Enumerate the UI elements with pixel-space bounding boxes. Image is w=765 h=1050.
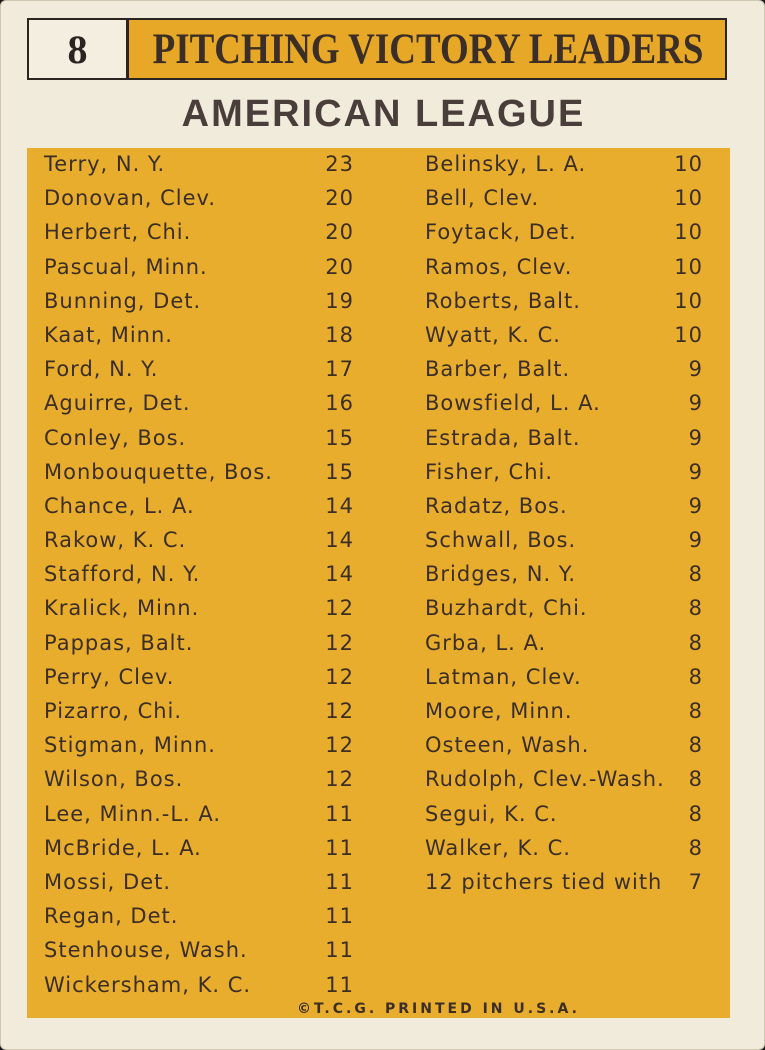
leader-row [44, 970, 354, 1004]
leader-row [44, 559, 354, 593]
win-count: 8 [688, 596, 703, 621]
leader-row [425, 183, 703, 217]
pitcher-name: Rakow, K. C. [44, 528, 187, 553]
leader-row [44, 525, 354, 559]
leader-row [44, 217, 354, 251]
leader-row [44, 730, 354, 764]
pitcher-name: Kralick, Minn. [44, 596, 200, 621]
leader-row [425, 662, 703, 696]
leader-row [425, 491, 703, 525]
leader-row [425, 423, 703, 457]
leader-row [425, 799, 703, 833]
win-count: 15 [325, 459, 354, 484]
pitcher-name: Conley, Bos. [44, 425, 187, 450]
leader-row [425, 217, 703, 251]
leader-row [44, 388, 354, 422]
leader-row [44, 764, 354, 798]
pitcher-name: Donovan, Clev. [44, 186, 217, 211]
pitcher-name: Bridges, N. Y. [425, 562, 577, 587]
pitcher-name: Lee, Minn.-L. A. [44, 801, 222, 826]
pitcher-name: Regan, Det. [44, 904, 179, 929]
leader-row [44, 662, 354, 696]
win-count: 9 [688, 425, 703, 450]
win-count: 10 [674, 322, 703, 347]
win-count: 16 [325, 391, 354, 416]
win-count: 9 [688, 357, 703, 382]
pitcher-name: Fisher, Chi. [425, 459, 554, 484]
win-count: 11 [325, 835, 354, 860]
win-count: 10 [674, 220, 703, 245]
pitcher-name: Stigman, Minn. [44, 733, 216, 758]
pitcher-name: Barber, Balt. [425, 357, 571, 382]
leader-row [425, 593, 703, 627]
leader-row [44, 799, 354, 833]
leader-row [44, 593, 354, 627]
win-count: 15 [325, 425, 354, 450]
pitcher-name: Chance, L. A. [44, 493, 195, 518]
win-count: 12 [325, 733, 354, 758]
pitcher-name: Aguirre, Det. [44, 391, 191, 416]
win-count: 14 [325, 562, 354, 587]
win-count: 10 [674, 152, 703, 176]
pitcher-name: 12 pitchers tied with [425, 869, 663, 894]
pitcher-name: Walker, K. C. [425, 835, 571, 860]
copyright-footer: ©T.C.G. PRINTED IN U.S.A. [297, 1001, 580, 1017]
pitcher-name: Stenhouse, Wash. [44, 938, 248, 963]
win-count: 9 [688, 459, 703, 484]
win-count: 14 [325, 493, 354, 518]
win-count: 9 [688, 493, 703, 518]
pitcher-name: Moore, Minn. [425, 699, 573, 723]
pitcher-name: Buzhardt, Chi. [425, 596, 588, 621]
leader-row [425, 320, 703, 354]
pitcher-name: Terry, N. Y. [44, 152, 166, 176]
pitcher-name: Latman, Clev. [425, 664, 582, 689]
win-count: 11 [325, 869, 354, 894]
pitcher-name: Wilson, Bos. [44, 767, 184, 792]
leader-row [44, 183, 354, 217]
leader-row [425, 559, 703, 593]
leader-row [44, 628, 354, 662]
leader-row [44, 354, 354, 388]
leader-row [425, 525, 703, 559]
win-count: 12 [325, 596, 354, 621]
pitcher-name: McBride, L. A. [44, 835, 202, 860]
pitcher-name: Schwall, Bos. [425, 528, 577, 553]
win-count: 10 [674, 254, 703, 279]
leader-row [425, 696, 703, 730]
leaders-left-column [44, 149, 354, 1004]
win-count: 10 [674, 186, 703, 211]
win-count: 12 [325, 767, 354, 792]
leader-row [425, 286, 703, 320]
win-count: 11 [325, 904, 354, 929]
card-title: PITCHING VICTORY LEADERS [152, 25, 704, 73]
pitcher-name: Ramos, Clev. [425, 254, 573, 279]
leader-row [44, 901, 354, 935]
pitcher-name: Stafford, N. Y. [44, 562, 201, 587]
pitcher-name: Rudolph, Clev.-Wash. [425, 767, 665, 792]
win-count: 8 [688, 699, 703, 723]
pitcher-name: Mossi, Det. [44, 869, 172, 894]
win-count: 12 [325, 699, 354, 723]
win-count: 11 [325, 972, 354, 997]
pitcher-name: Belinsky, L. A. [425, 152, 587, 176]
win-count: 23 [325, 152, 354, 176]
pitcher-name: Pizarro, Chi. [44, 699, 183, 723]
win-count: 20 [325, 186, 354, 211]
leader-row [44, 491, 354, 525]
pitcher-name: Bell, Clev. [425, 186, 540, 211]
leader-row [44, 935, 354, 969]
win-count: 20 [325, 220, 354, 245]
pitcher-name: Wyatt, K. C. [425, 322, 561, 347]
pitcher-name: Herbert, Chi. [44, 220, 192, 245]
pitcher-name: Monbouquette, Bos. [44, 459, 273, 484]
title-banner [27, 18, 727, 80]
pitcher-name: Kaat, Minn. [44, 322, 173, 347]
leader-row [44, 149, 354, 183]
win-count: 17 [325, 357, 354, 382]
leader-row [44, 696, 354, 730]
leader-row [425, 388, 703, 422]
win-count: 8 [688, 835, 703, 860]
leader-row [425, 354, 703, 388]
leader-row [425, 764, 703, 798]
win-count: 10 [674, 288, 703, 313]
pitcher-name: Bunning, Det. [44, 288, 202, 313]
leader-row [425, 833, 703, 867]
win-count: 12 [325, 664, 354, 689]
pitcher-name: Ford, N. Y. [44, 357, 159, 382]
leader-row [425, 730, 703, 764]
leader-row [44, 286, 354, 320]
pitcher-name: Estrada, Balt. [425, 425, 581, 450]
pitcher-name: Pascual, Minn. [44, 254, 208, 279]
win-count: 8 [688, 562, 703, 587]
win-count: 11 [325, 801, 354, 826]
leader-row [44, 252, 354, 286]
pitcher-name: Osteen, Wash. [425, 733, 590, 758]
win-count: 20 [325, 254, 354, 279]
league-heading: AMERICAN LEAGUE [181, 93, 586, 135]
pitcher-name: Segui, K. C. [425, 801, 558, 826]
pitcher-name: Wickersham, K. C. [44, 972, 252, 997]
leader-row [425, 252, 703, 286]
win-count: 9 [688, 528, 703, 553]
pitcher-name: Grba, L. A. [425, 630, 547, 655]
win-count: 12 [325, 630, 354, 655]
leader-row [425, 149, 703, 183]
leaders-right-column [425, 149, 703, 901]
leader-row [425, 867, 703, 901]
pitcher-name: Perry, Clev. [44, 664, 175, 689]
win-count: 8 [688, 733, 703, 758]
win-count: 9 [688, 391, 703, 416]
win-count: 8 [688, 664, 703, 689]
win-count: 14 [325, 528, 354, 553]
leader-row [44, 457, 354, 491]
win-count: 11 [325, 938, 354, 963]
leader-row [44, 423, 354, 457]
win-count: 7 [688, 869, 703, 894]
leader-row [44, 867, 354, 901]
pitcher-name: Foytack, Det. [425, 220, 577, 245]
pitcher-name: Bowsfield, L. A. [425, 391, 601, 416]
pitcher-name: Pappas, Balt. [44, 630, 194, 655]
card-number: 8 [29, 20, 129, 78]
win-count: 18 [325, 322, 354, 347]
leader-row [44, 320, 354, 354]
win-count: 8 [688, 630, 703, 655]
leader-row [44, 833, 354, 867]
win-count: 19 [325, 288, 354, 313]
leader-row [425, 628, 703, 662]
pitcher-name: Radatz, Bos. [425, 493, 568, 518]
pitcher-name: Roberts, Balt. [425, 288, 581, 313]
leader-row [425, 457, 703, 491]
win-count: 8 [688, 767, 703, 792]
win-count: 8 [688, 801, 703, 826]
